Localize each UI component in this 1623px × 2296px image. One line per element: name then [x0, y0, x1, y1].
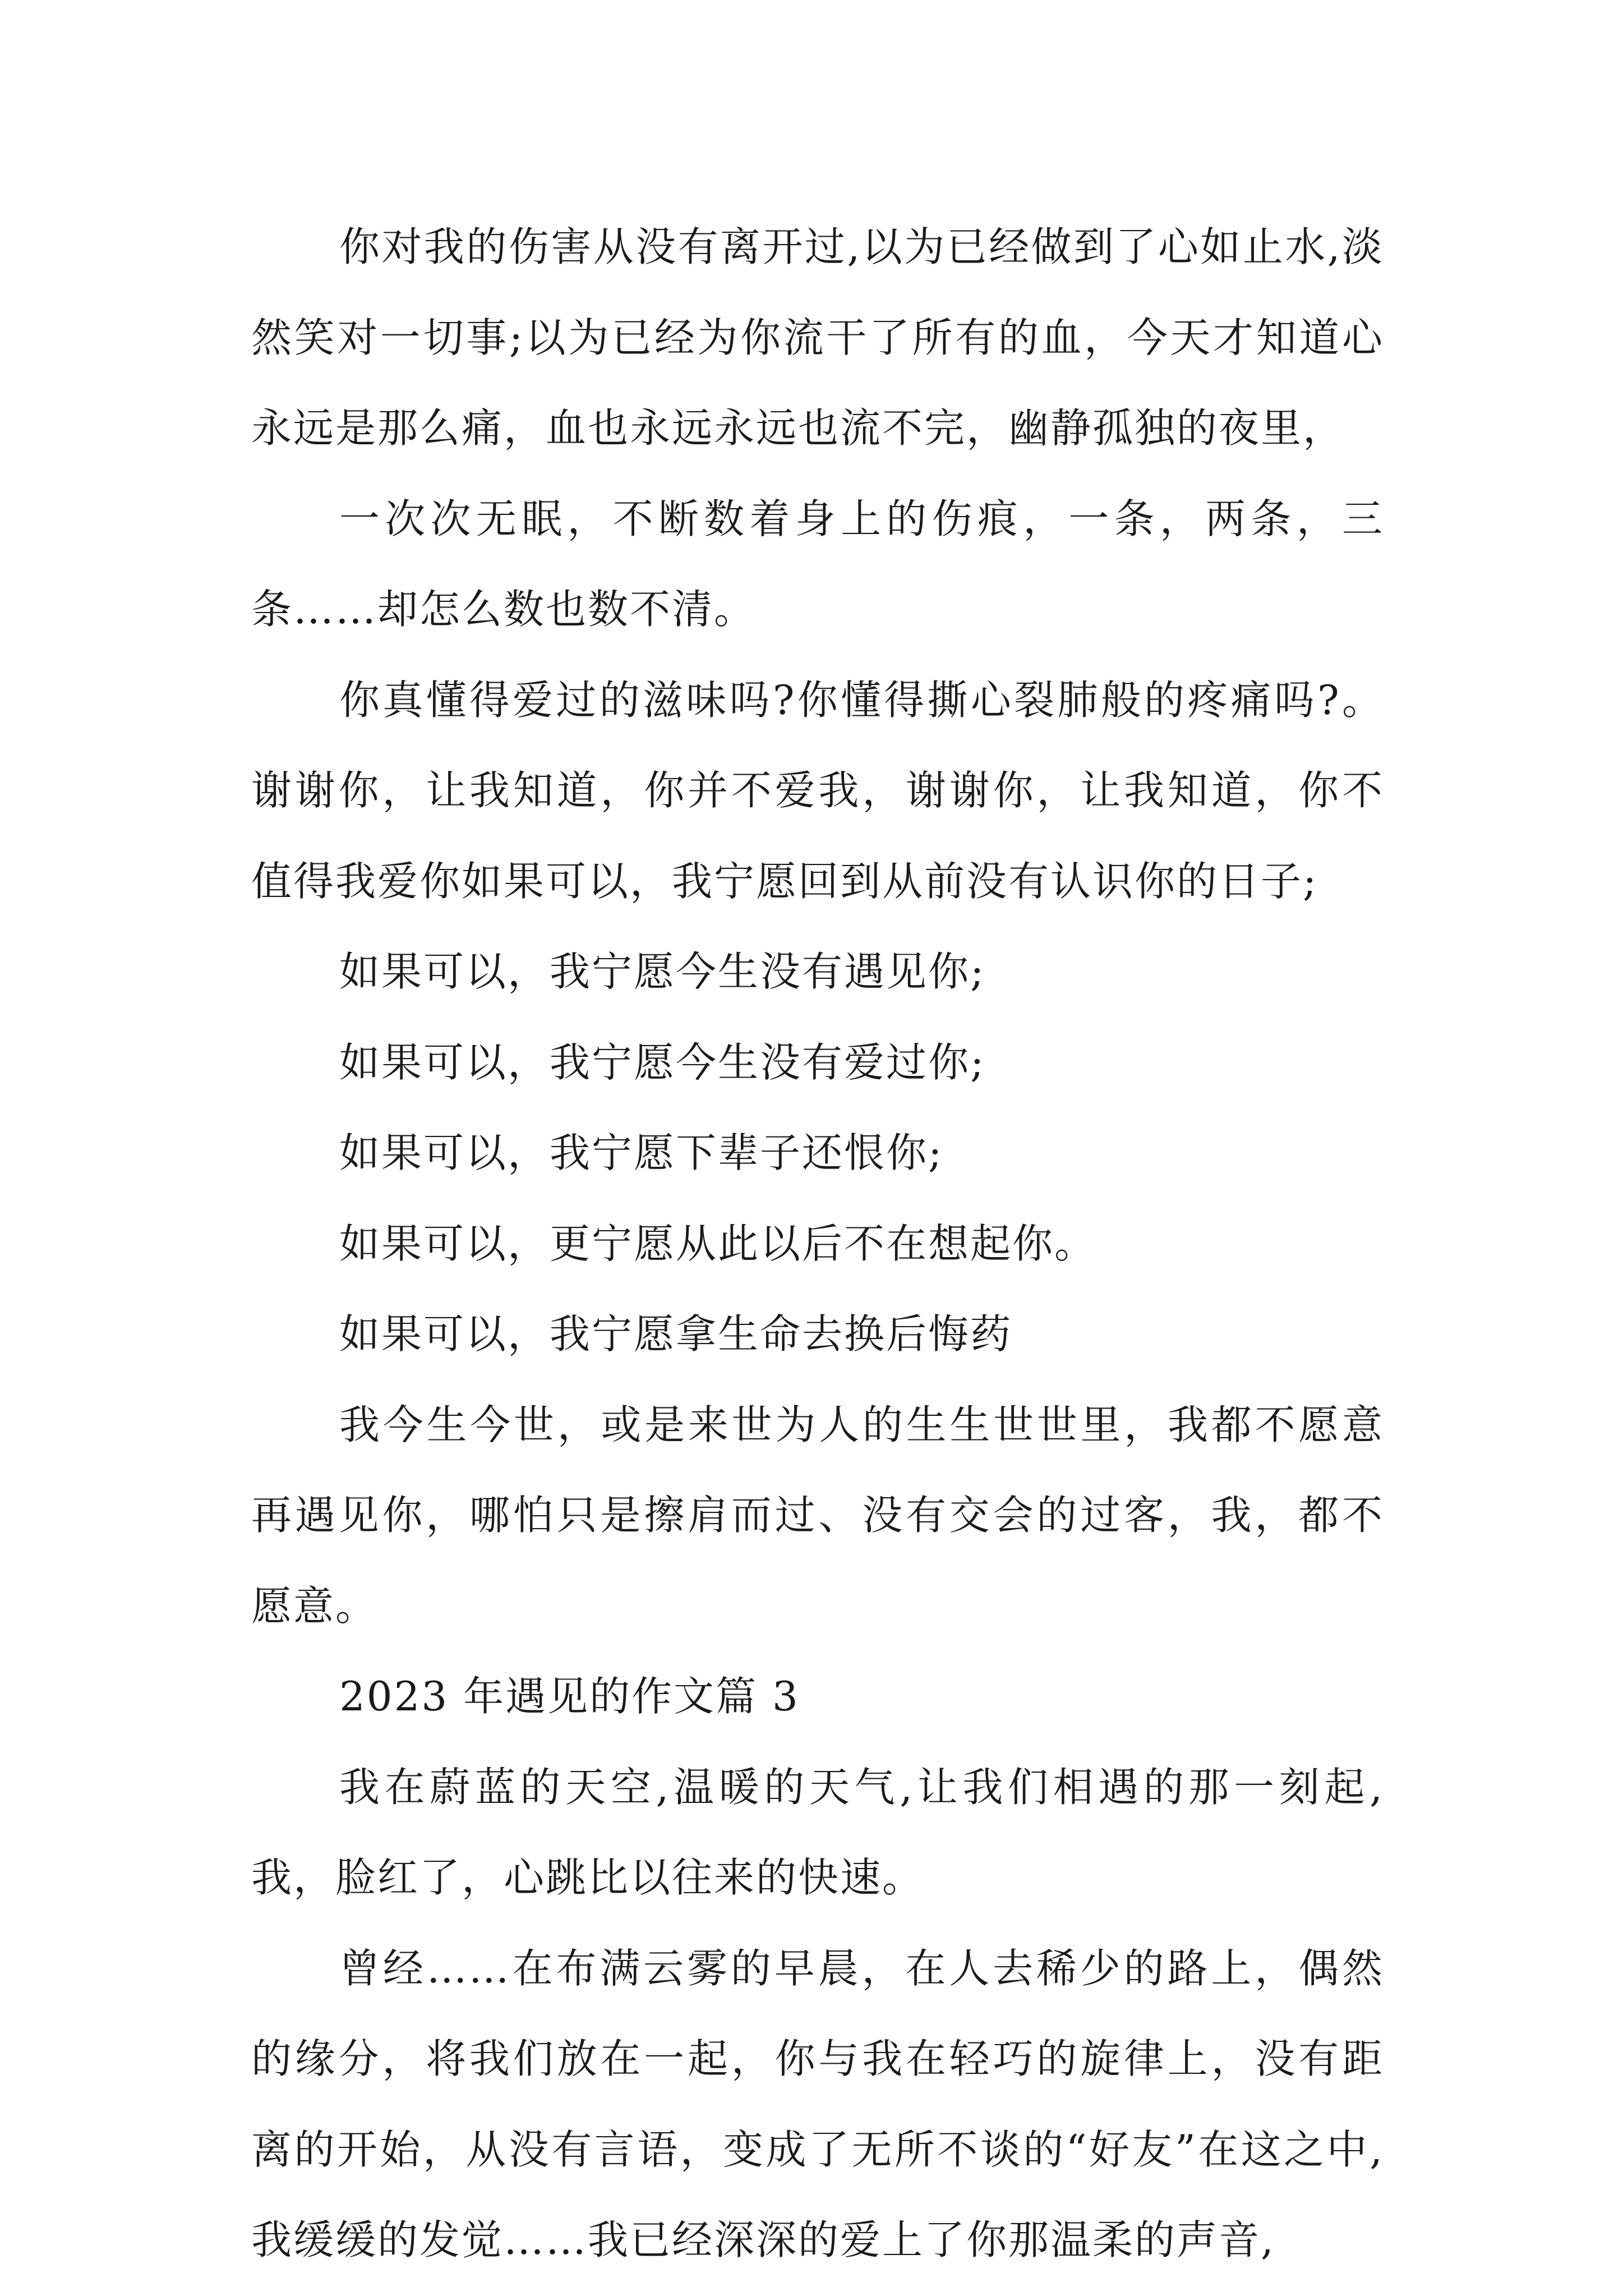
section-heading: 2023 年遇见的作文篇 3: [339, 1673, 800, 1720]
document-body: [251, 202, 1384, 2286]
paragraph: 如果可以，我宁愿今生没有爱过你;: [339, 1038, 986, 1086]
paragraph: 我今生今世，或是来世为人的生生世世里，我都不愿意再遇见你，哪怕只是擦肩而过、没有交会的过客，我，都不愿意。: [251, 1401, 1384, 1630]
paragraph: 曾经……在布满云雾的早晨，在人去稀少的路上，偶然的缘分，将我们放在一起，你与我在轻巧的旋律上，没有距离的开始，从没有言语，变成了无所不谈的“好友”在这之中,我缓缓的发觉……我已经深深的爱上了你那温柔的声音,: [251, 1944, 1384, 2263]
paragraph: 一次次无眠，不断数着身上的伤痕，一条，两条，三条……却怎么数也数不清。: [251, 495, 1384, 633]
paragraph: 如果可以，我宁愿拿生命去换后悔药: [339, 1310, 1013, 1358]
paragraph: 你真懂得爱过的滋味吗?你懂得撕心裂肺般的疼痛吗?。谢谢你，让我知道，你并不爱我，谢谢你，让我知道，你不值得我爱你如果可以，我宁愿回到从前没有认识你的日子;: [251, 676, 1384, 905]
paragraph: 你对我的伤害从没有离开过,以为已经做到了心如止水,淡然笑对一切事;以为已经为你流干了所有的血，今天才知道心永远是那么痛，血也永远永远也流不完，幽静孤独的夜里，: [251, 223, 1384, 452]
paragraph: 如果可以，我宁愿今生没有遇见你;: [339, 948, 986, 995]
paragraph: 如果可以，我宁愿下辈子还恨你;: [339, 1129, 944, 1176]
paragraph: 我在蔚蓝的天空,温暖的天气,让我们相遇的那一刻起,我，脸红了，心跳比以往来的快速。: [251, 1763, 1384, 1901]
paragraph: 如果可以，更宁愿从此以后不在想起你。: [339, 1220, 1097, 1267]
